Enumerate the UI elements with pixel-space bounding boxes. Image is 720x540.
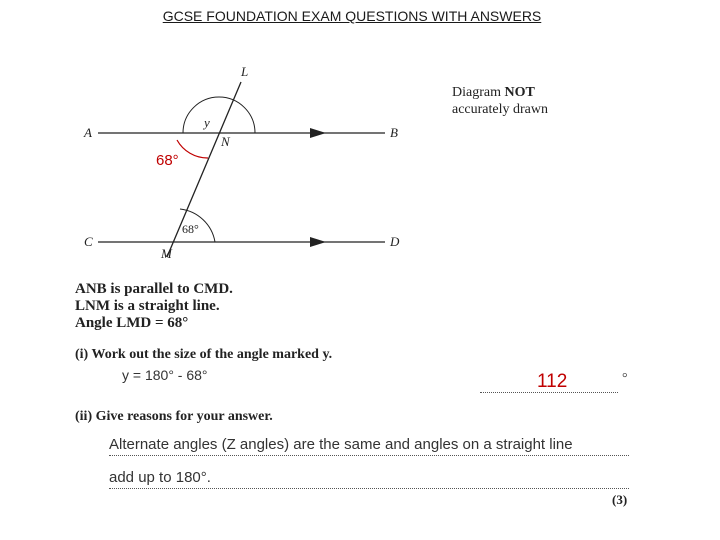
marks-total: (3) [612, 492, 628, 507]
angle-alternate-arc [177, 140, 208, 158]
label-68-degrees: 68° [182, 222, 199, 236]
answer-unit: ° [622, 371, 628, 386]
label-l: L [241, 64, 249, 79]
given-facts [75, 281, 233, 332]
diagram-note [452, 84, 548, 118]
note-line2: accurately drawn [452, 102, 548, 117]
question-ii: (ii) Give reasons for your answer. [75, 409, 273, 424]
answer-i: 112 [537, 371, 568, 392]
reason-line-1: Alternate angles (Z angles) are the same and angles on a straight line [109, 436, 573, 453]
label-d: D [390, 234, 400, 249]
label-b: B [390, 125, 398, 140]
answer-line-ii-2 [109, 488, 629, 489]
given-fact-3: Angle LMD = 68° [75, 315, 189, 331]
label-a: A [84, 125, 92, 140]
label-y: y [204, 115, 210, 130]
note-prefix: Diagram [452, 85, 505, 100]
answer-line-ii-1 [109, 455, 629, 456]
annotation-68-degrees: 68° [156, 152, 179, 169]
question-i: (i) Work out the size of the angle marked y. [75, 347, 333, 362]
given-fact-1: ANB is parallel to CMD. [75, 281, 233, 297]
reason-line-2: add up to 180°. [109, 469, 211, 486]
angle-y-arc [183, 97, 255, 133]
label-c: C [84, 234, 93, 249]
arrow-cd [310, 237, 326, 247]
line-lnm [167, 82, 241, 257]
label-n: N [221, 134, 230, 149]
page-title: GCSE FOUNDATION EXAM QUESTIONS WITH ANSWERS [162, 8, 542, 24]
note-bold: NOT [504, 85, 535, 100]
label-m: M [161, 246, 172, 261]
given-fact-2: LNM is a straight line. [75, 298, 220, 314]
arrow-ab [310, 128, 326, 138]
working-i: y = 180° - 68° [122, 367, 208, 383]
